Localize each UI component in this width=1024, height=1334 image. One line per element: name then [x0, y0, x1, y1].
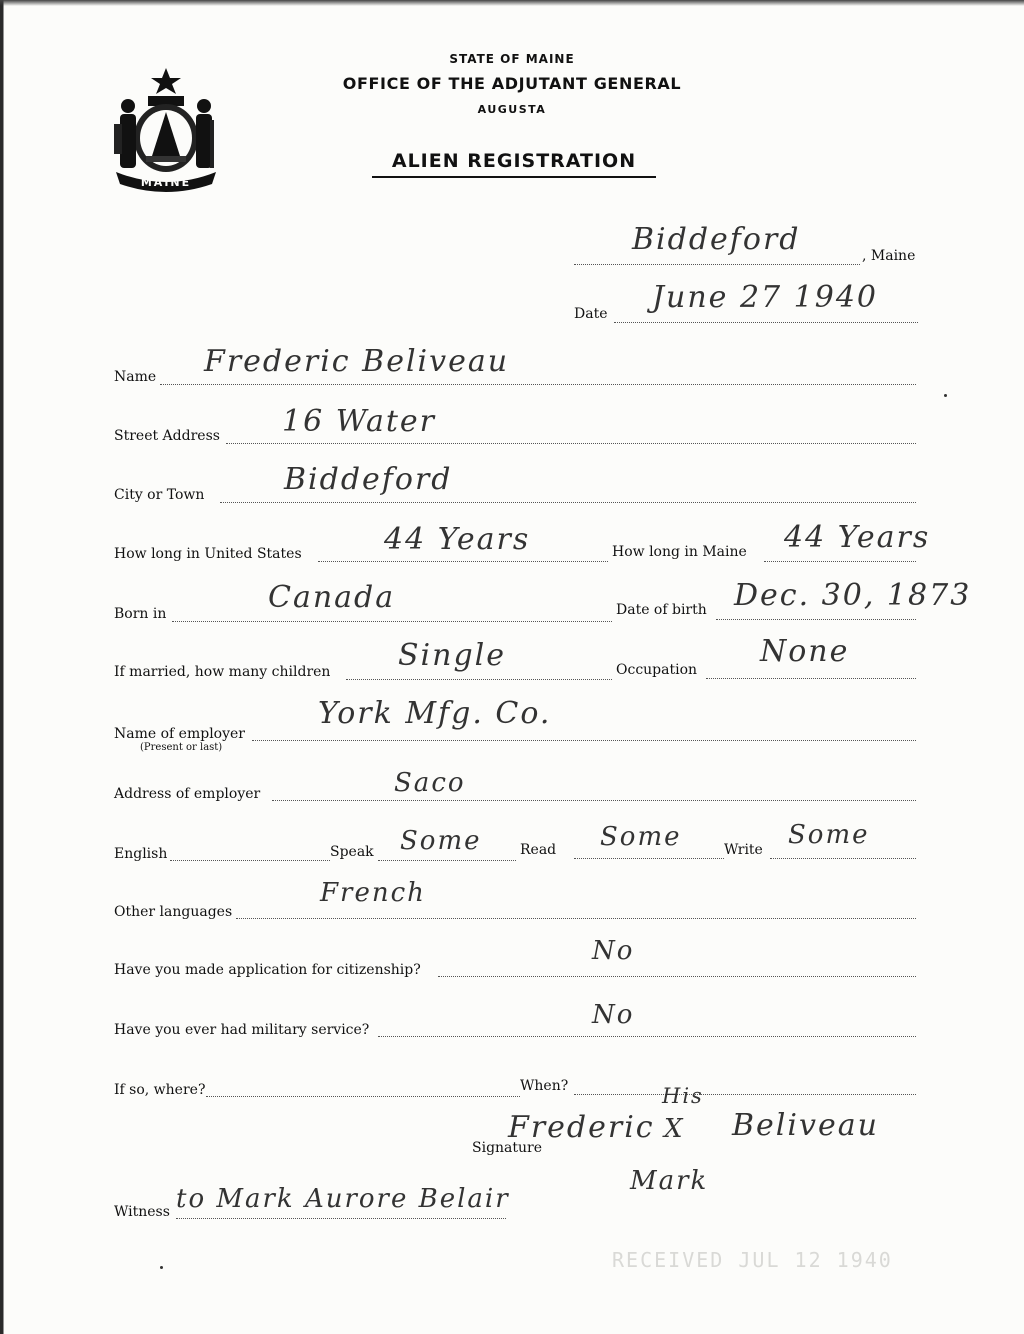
- received-stamp: RECEIVED JUL 12 1940: [612, 1248, 893, 1272]
- place-line: [574, 264, 860, 265]
- speak-label: Speak: [330, 844, 374, 860]
- born-in-label: Born in: [114, 606, 167, 622]
- when-label: When?: [520, 1078, 569, 1094]
- city-line: [220, 502, 916, 503]
- employer-address-label: Address of employer: [114, 786, 261, 802]
- signature-first: Frederic: [508, 1110, 655, 1145]
- date-entry: June 27 1940: [652, 280, 879, 315]
- form-title: ALIEN REGISTRATION: [372, 150, 656, 178]
- signature-his: His: [662, 1084, 704, 1108]
- date-of-birth-label: Date of birth: [616, 602, 707, 618]
- how-long-maine-entry: 44 Years: [784, 520, 931, 555]
- born-in-entry: Canada: [268, 580, 396, 615]
- employer-note: (Present or last): [140, 742, 223, 753]
- other-languages-entry: French: [320, 878, 426, 908]
- military-entry: No: [592, 1000, 635, 1030]
- where-label: If so, where?: [114, 1082, 206, 1098]
- how-long-us-label: How long in United States: [114, 546, 302, 562]
- other-languages-line: [236, 918, 916, 919]
- date-of-birth-line: [716, 619, 916, 620]
- read-line: [574, 858, 724, 859]
- other-languages-label: Other languages: [114, 904, 233, 920]
- date-label: Date: [574, 306, 608, 322]
- signature-last: Beliveau: [732, 1108, 879, 1143]
- occupation-line: [706, 678, 916, 679]
- born-in-line: [172, 621, 612, 622]
- signature-label: Signature: [472, 1140, 543, 1156]
- how-long-us-entry: 44 Years: [384, 522, 531, 557]
- scan-edge: [0, 0, 10, 1334]
- date-of-birth-entry: Dec. 30, 1873: [734, 578, 972, 613]
- how-long-us-line: [318, 561, 608, 562]
- header-state: STATE OF MAINE: [449, 52, 575, 66]
- read-label: Read: [520, 842, 557, 858]
- children-entry: Single: [398, 638, 507, 673]
- read-entry: Some: [600, 822, 682, 852]
- header-city: AUGUSTA: [477, 103, 547, 116]
- children-line: [346, 679, 612, 680]
- write-label: Write: [724, 842, 763, 858]
- header-office: OFFICE OF THE ADJUTANT GENERAL: [342, 74, 682, 93]
- name-line: [160, 384, 916, 385]
- scan-speck: [160, 1266, 163, 1269]
- occupation-entry: None: [760, 634, 850, 669]
- maine-label: , Maine: [862, 248, 916, 264]
- citizenship-label: Have you made application for citizenship?: [114, 962, 421, 978]
- citizenship-entry: No: [592, 936, 635, 966]
- employer-line: [252, 740, 916, 741]
- signature-x: X: [664, 1114, 685, 1144]
- write-entry: Some: [788, 820, 870, 850]
- employer-entry: York Mfg. Co.: [318, 696, 552, 731]
- speak-line: [378, 860, 516, 861]
- street-label: Street Address: [114, 428, 220, 444]
- witness-entry: to Mark Aurore Belair: [176, 1184, 510, 1214]
- military-label: Have you ever had military service?: [114, 1022, 370, 1038]
- street-line: [226, 443, 916, 444]
- how-long-maine-label: How long in Maine: [612, 544, 747, 560]
- children-label: If married, how many children: [114, 664, 331, 680]
- name-entry: Frederic Beliveau: [204, 344, 510, 379]
- witness-label: Witness: [114, 1204, 170, 1220]
- english-line: [170, 860, 330, 861]
- employer-address-entry: Saco: [394, 768, 466, 798]
- scan-speck: [944, 394, 947, 397]
- date-line: [614, 322, 918, 323]
- signature-mark: Mark: [630, 1166, 709, 1196]
- place-entry: Biddeford: [632, 222, 801, 257]
- where-line: [206, 1096, 520, 1097]
- write-line: [770, 858, 916, 859]
- city-label: City or Town: [114, 487, 205, 503]
- street-entry: 16 Water: [282, 404, 436, 439]
- occupation-label: Occupation: [616, 662, 698, 678]
- when-line: [574, 1094, 916, 1095]
- citizenship-line: [438, 976, 916, 977]
- witness-line: [176, 1218, 506, 1219]
- city-entry: Biddeford: [284, 462, 453, 497]
- english-label: English: [114, 846, 168, 862]
- speak-entry: Some: [400, 826, 482, 856]
- name-label: Name: [114, 369, 157, 385]
- employer-label: Name of employer: [114, 726, 245, 742]
- military-line: [378, 1036, 916, 1037]
- scan-edge-top: [0, 0, 1024, 6]
- how-long-maine-line: [764, 561, 916, 562]
- svg-text:MAINE: MAINE: [140, 176, 192, 189]
- employer-address-line: [272, 800, 916, 801]
